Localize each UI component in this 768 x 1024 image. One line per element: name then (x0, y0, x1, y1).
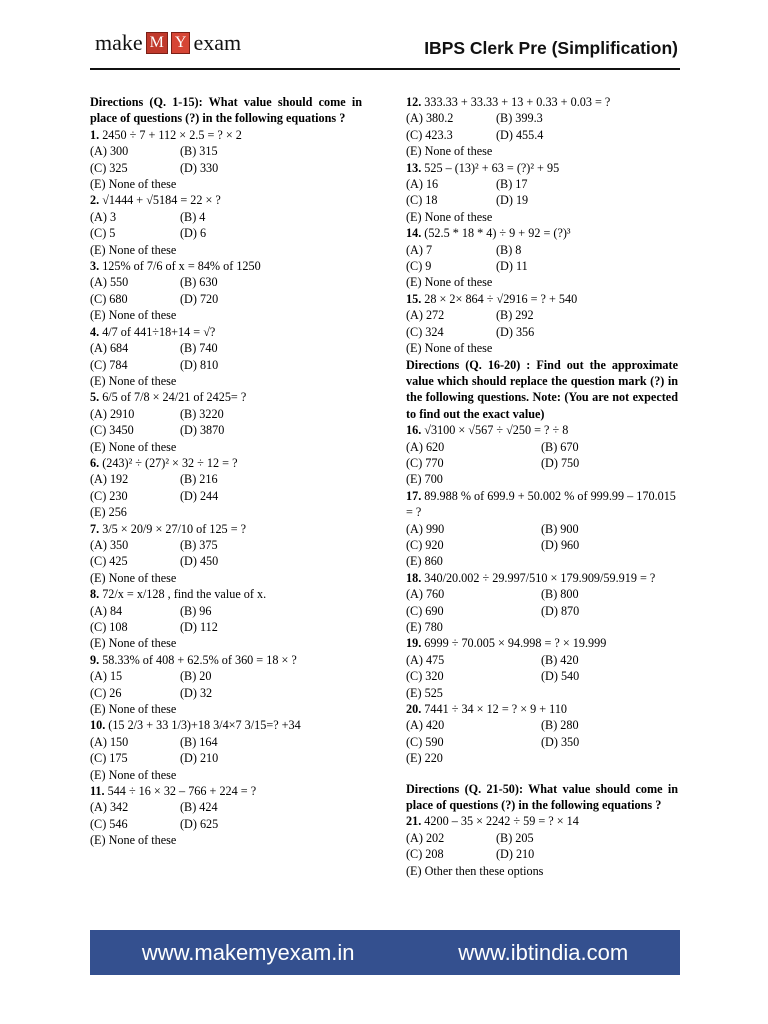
option: (C) 680 (90, 291, 128, 306)
option: (C) 175 (90, 751, 128, 766)
option: (C) 425 (90, 554, 128, 569)
option-row (406, 307, 678, 323)
option-line: (E) None of these (90, 702, 177, 717)
option: (A) 192 (90, 472, 129, 487)
option-row (90, 799, 362, 815)
option-row (406, 439, 678, 455)
option: (D) 244 (180, 488, 219, 503)
question-number: 3 (90, 259, 97, 274)
question-12 (406, 94, 678, 110)
question-text: 4200 – 35 × 2242 ÷ 59 = ? × 14 (424, 814, 579, 829)
option-line: (E) 700 (406, 472, 443, 487)
option-row (406, 242, 678, 258)
option-row (406, 717, 678, 733)
question-number: 2 (90, 193, 97, 208)
option: (B) 20 (180, 669, 212, 684)
question-text: 28 × 2× 864 ÷ √2916 = ? + 540 (424, 291, 578, 306)
option: (D) 19 (496, 193, 529, 208)
option: (A) 272 (406, 308, 445, 323)
option: (A) 550 (90, 275, 129, 290)
option: (C) 324 (406, 324, 444, 339)
question-number-dot: . (418, 814, 425, 829)
question-number: 20 (406, 702, 419, 717)
header-divider (90, 68, 680, 70)
question-number-dot: . (102, 718, 109, 733)
option-row (406, 176, 678, 192)
option: (D) 210 (180, 751, 219, 766)
logo-box-m: M (146, 32, 168, 54)
option: (A) 2910 (90, 406, 135, 421)
footer-link-ibtindia[interactable]: www.ibtindia.com (458, 939, 629, 965)
option: (C) 320 (406, 669, 444, 684)
question-9 (90, 652, 362, 668)
option: (B) 8 (496, 242, 522, 257)
question-number-dot: . (418, 702, 425, 717)
option-line: (E) 220 (406, 751, 443, 766)
question-3 (90, 258, 362, 274)
page-title: IBPS Clerk Pre (Simplification) (424, 38, 678, 58)
question-text: 544 ÷ 16 × 32 – 766 + 224 = ? (107, 784, 257, 799)
option: (C) 770 (406, 455, 444, 470)
option: (B) 630 (180, 275, 218, 290)
option-row (90, 734, 362, 750)
question-number: 19 (406, 636, 419, 651)
option-line: (E) Other then these options (406, 863, 544, 878)
option-row (90, 553, 362, 569)
question-text: 2450 ÷ 7 + 112 × 2.5 = ? × 2 (102, 127, 242, 142)
question-text: 125% of 7/6 of x = 84% of 1250 (102, 259, 261, 274)
question-13 (406, 160, 678, 176)
option: (D) 750 (541, 455, 580, 470)
question-number-dot: . (96, 652, 103, 667)
question-text: √3100 × √567 ÷ √250 = ? ÷ 8 (424, 423, 569, 438)
option: (D) 810 (180, 357, 219, 372)
question-text: (52.5 * 18 * 4) ÷ 9 + 92 = (?)³ (424, 226, 571, 241)
option-row (90, 537, 362, 553)
option: (B) 17 (496, 177, 528, 192)
option-row (90, 471, 362, 487)
question-number-dot: . (96, 259, 103, 274)
option-line: (E) 860 (406, 554, 443, 569)
option-line: (E) None of these (90, 439, 177, 454)
option: (C) 230 (90, 488, 128, 503)
question-text: 58.33% of 408 + 62.5% of 360 = 18 × ? (102, 652, 297, 667)
option: (A) 420 (406, 718, 445, 733)
option-row (90, 422, 362, 438)
option: (A) 380.2 (406, 111, 454, 126)
question-7 (90, 521, 362, 537)
option: (A) 7 (406, 242, 433, 257)
option-row (90, 209, 362, 225)
option: (B) 420 (541, 652, 579, 667)
question-number-dot: . (418, 226, 425, 241)
option: (C) 590 (406, 734, 444, 749)
question-number-dot: . (418, 291, 425, 306)
option: (B) 424 (180, 800, 218, 815)
directions-text: Directions (Q. 1-15): What value should come in place of questions (?) in the following equations ? (90, 95, 362, 126)
option-line: (E) None of these (90, 570, 177, 585)
option-row (90, 225, 362, 241)
question-14 (406, 225, 678, 241)
option: (B) 3220 (180, 406, 224, 421)
option-row (90, 619, 362, 635)
question-number: 5 (90, 390, 97, 405)
option-line: (E) 525 (406, 685, 443, 700)
option: (D) 11 (496, 259, 528, 274)
question-number-dot: . (418, 423, 425, 438)
option: (A) 684 (90, 341, 129, 356)
question-number-dot: . (96, 390, 103, 405)
question-16 (406, 422, 678, 438)
question-number: 16 (406, 423, 419, 438)
option: (A) 350 (90, 537, 129, 552)
option: (D) 870 (541, 603, 580, 618)
option: (B) 740 (180, 341, 218, 356)
question-text: 6999 ÷ 70.005 × 94.998 = ? × 19.999 (424, 636, 607, 651)
option-row (406, 192, 678, 208)
question-text: √1444 + √5184 = 22 × ? (102, 193, 221, 208)
logo-box-y: Y (171, 32, 191, 54)
question-4 (90, 324, 362, 340)
directions-text: Directions (Q. 16-20) : Find out the approximate value which should replace the question mark (?) in the following questions. Note: (You are not expected to find out the exact value) (406, 357, 678, 421)
option-line: (E) 256 (90, 505, 127, 520)
question-number: 17 (406, 488, 419, 503)
option-row (90, 143, 362, 159)
option: (B) 96 (180, 603, 212, 618)
left-column (90, 94, 362, 849)
question-18 (406, 570, 678, 586)
option: (B) 900 (541, 521, 579, 536)
question-15 (406, 291, 678, 307)
question-number-dot: . (418, 160, 425, 175)
option: (B) 280 (541, 718, 579, 733)
option: (B) 4 (180, 209, 206, 224)
option-line: (E) None of these (90, 833, 177, 848)
question-number-dot: . (418, 488, 425, 503)
question-number-dot: . (418, 570, 425, 585)
option: (D) 330 (180, 160, 219, 175)
option-row (90, 274, 362, 290)
question-text: 340/20.002 ÷ 29.997/510 × 179.909/59.919 = ? (424, 570, 656, 585)
option: (D) 540 (541, 669, 580, 684)
option: (D) 720 (180, 291, 219, 306)
question-10 (90, 717, 362, 733)
option-line: (E) None of these (406, 341, 493, 356)
logo-text-left: make (95, 30, 143, 55)
question-number: 18 (406, 570, 419, 585)
option: (C) 920 (406, 537, 444, 552)
option-line: (E) None of these (90, 177, 177, 192)
option: (C) 690 (406, 603, 444, 618)
question-number-dot: . (418, 636, 425, 651)
option: (A) 620 (406, 439, 445, 454)
option-row (90, 750, 362, 766)
question-1 (90, 127, 362, 143)
option-row (406, 586, 678, 602)
question-number-dot: . (418, 95, 425, 109)
option-row (90, 685, 362, 701)
question-20 (406, 701, 678, 717)
question-number-dot: . (96, 324, 103, 339)
question-6 (90, 455, 362, 471)
question-number-dot: . (96, 521, 103, 536)
question-number: 13 (406, 160, 419, 175)
logo (95, 30, 241, 56)
option: (C) 325 (90, 160, 128, 175)
question-number: 10 (90, 718, 103, 733)
page-header (0, 0, 768, 80)
option: (A) 342 (90, 800, 129, 815)
footer-banner (90, 930, 680, 975)
question-number: 4 (90, 324, 97, 339)
question-text: 333.33 + 33.33 + 13 + 0.33 + 0.03 = ? (424, 95, 611, 109)
question-text: (15 2/3 + 33 1/3)+18 3/4×7 3/15=? +34 (108, 718, 301, 733)
question-number: 1 (90, 127, 97, 142)
option: (C) 546 (90, 816, 128, 831)
question-number: 15 (406, 291, 419, 306)
question-number: 21 (406, 814, 419, 829)
question-number: 11 (90, 784, 102, 799)
option: (D) 6 (180, 226, 207, 241)
option: (A) 15 (90, 669, 123, 684)
option-line: (E) None of these (406, 209, 493, 224)
option: (C) 5 (90, 226, 116, 241)
spacer (406, 767, 678, 781)
question-number: 8 (90, 587, 97, 602)
option: (A) 16 (406, 177, 439, 192)
option-row (406, 537, 678, 553)
option-line: (E) None of these (90, 373, 177, 388)
option: (D) 356 (496, 324, 535, 339)
option: (B) 670 (541, 439, 579, 454)
option: (C) 784 (90, 357, 128, 372)
option: (D) 3870 (180, 423, 225, 438)
option: (D) 32 (180, 685, 213, 700)
question-number: 7 (90, 521, 97, 536)
option-row (90, 488, 362, 504)
directions-text: Directions (Q. 21-50): What value should come in place of questions (?) in the following equations ? (406, 781, 678, 813)
option: (A) 3 (90, 209, 117, 224)
option: (B) 315 (180, 144, 218, 159)
question-text: (243)² ÷ (27)² × 32 ÷ 12 = ? (102, 455, 238, 470)
option: (A) 990 (406, 521, 445, 536)
option: (C) 26 (90, 685, 122, 700)
option-line: (E) None of these (90, 242, 177, 257)
option-row (406, 127, 678, 143)
option: (C) 18 (406, 193, 438, 208)
option-row (406, 830, 678, 846)
question-number-dot: . (96, 193, 103, 208)
option: (B) 216 (180, 472, 218, 487)
question-text: 4/7 of 441÷18+14 = √? (102, 324, 216, 339)
option-row (406, 603, 678, 619)
question-2 (90, 192, 362, 208)
question-number: 6 (90, 455, 97, 470)
question-11 (90, 783, 362, 799)
option-line: (E) None of these (90, 767, 177, 782)
logo-text-right: exam (193, 30, 242, 55)
option-row (90, 357, 362, 373)
option-row (406, 846, 678, 862)
option: (B) 164 (180, 734, 218, 749)
question-number: 14 (406, 226, 419, 241)
option: (A) 300 (90, 144, 129, 159)
option-row (406, 521, 678, 537)
option: (D) 112 (180, 620, 218, 634)
option: (C) 208 (406, 847, 444, 862)
option-line: (E) None of these (406, 144, 493, 159)
option: (B) 292 (496, 308, 534, 323)
option: (B) 205 (496, 830, 534, 845)
question-text: 7441 ÷ 34 × 12 = ? × 9 + 110 (424, 702, 568, 717)
option: (D) 960 (541, 537, 580, 552)
option-row (90, 160, 362, 176)
option-line: (E) None of these (406, 275, 493, 290)
option-row (90, 340, 362, 356)
option-row (406, 734, 678, 750)
option-line: (E) 780 (406, 620, 443, 634)
question-text: 72/x = x/128 , find the value of x. (102, 587, 267, 602)
question-text: 3/5 × 20/9 × 27/10 of 125 = ? (102, 521, 247, 536)
option-row (406, 324, 678, 340)
option: (C) 9 (406, 259, 432, 274)
option: (B) 399.3 (496, 111, 543, 126)
option: (A) 150 (90, 734, 129, 749)
option: (D) 625 (180, 816, 219, 831)
right-column (406, 94, 678, 879)
option: (B) 375 (180, 537, 218, 552)
option: (A) 84 (90, 603, 123, 618)
question-number-dot: . (96, 127, 103, 142)
question-21 (406, 813, 678, 829)
option: (D) 450 (180, 554, 219, 569)
option-row (406, 455, 678, 471)
footer-link-makemyexam[interactable]: www.makemyexam.in (141, 939, 355, 965)
option-row (406, 652, 678, 668)
question-8 (90, 586, 362, 602)
question-text: 6/5 of 7/8 × 24/21 of 2425= ? (102, 390, 247, 405)
option: (C) 108 (90, 620, 128, 634)
option-row (90, 603, 362, 619)
option-row (406, 110, 678, 126)
question-number-dot: . (96, 587, 103, 602)
question-text: 525 – (13)² + 63 = (?)² + 95 (424, 160, 560, 175)
option: (D) 210 (496, 847, 535, 862)
question-19 (406, 635, 678, 651)
question-text: 89.988 % of 699.9 + 50.002 % of 999.99 – 170.015 = ? (406, 488, 676, 520)
option: (A) 475 (406, 652, 445, 667)
option: (B) 800 (541, 587, 579, 602)
option-row (90, 668, 362, 684)
option-row (406, 258, 678, 274)
option: (D) 455.4 (496, 127, 544, 142)
question-number-dot: . (101, 784, 108, 799)
option: (C) 3450 (90, 423, 134, 438)
question-number: 9 (90, 652, 97, 667)
question-number-dot: . (96, 455, 103, 470)
option: (A) 202 (406, 830, 445, 845)
option: (D) 350 (541, 734, 580, 749)
option: (C) 423.3 (406, 127, 453, 142)
question-5 (90, 389, 362, 405)
option-row (90, 291, 362, 307)
question-17 (406, 488, 678, 521)
option-row (90, 406, 362, 422)
question-number: 12 (406, 95, 419, 109)
option: (A) 760 (406, 587, 445, 602)
option-line: (E) None of these (90, 308, 177, 323)
option-row (406, 668, 678, 684)
option-row (90, 816, 362, 832)
option-line: (E) None of these (90, 636, 177, 651)
